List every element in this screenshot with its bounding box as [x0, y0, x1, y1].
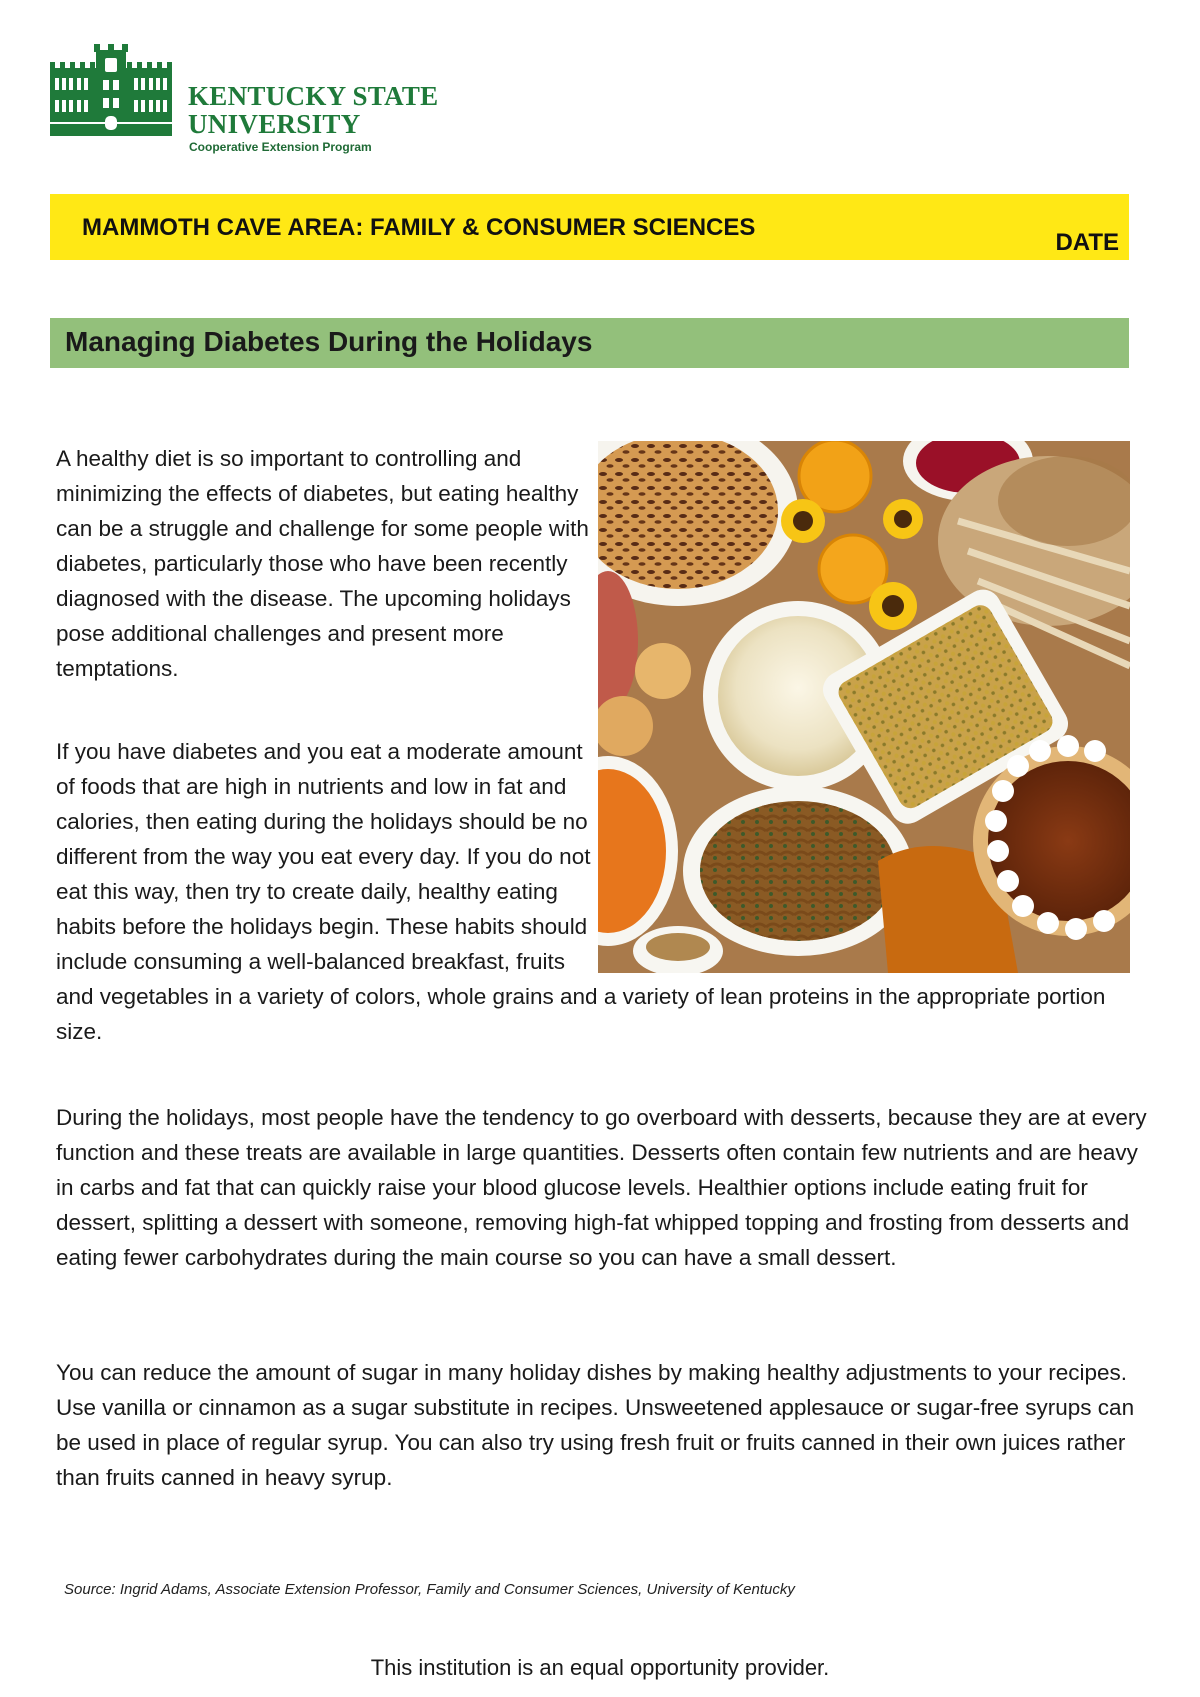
- article-paragraph-2: If you have diabetes and you eat a moderate amount of foods that are high in nutrients and low in fat and calories, then eating during the holidays should be no different from the way you eat every day. If you do not eat this way, then try to create daily, healthy eating habits before the holidays begin. These habits should include consuming a well-balanced breakfast, fruits and vegetables in a variety of colors, whole grains and a variety of lean proteins in the appropriate portion size.: [56, 739, 1106, 1044]
- article-title-bar: [50, 318, 1129, 368]
- university-name-line2: UNIVERSITY: [188, 109, 361, 139]
- banner-date: DATE: [1055, 229, 1119, 256]
- university-name-line1: KENTUCKY STATE: [188, 81, 439, 111]
- paragraph-2-block: [56, 734, 1141, 1049]
- article-source: Source: Ingrid Adams, Associate Extension Professor, Family and Consumer Sciences, University of Kentucky: [64, 1581, 795, 1598]
- article-paragraph-1: A healthy diet is so important to controlling and minimizing the effects of diabetes, but eating healthy can be a struggle and challenge for some people with diabetes, particularly those who have been recently diagnosed with the disease. The upcoming holidays pose additional challenges and present more temptations.: [56, 446, 589, 681]
- equal-opportunity-notice: This institution is an equal opportunity provider.: [370, 1655, 830, 1680]
- university-name: [188, 82, 439, 138]
- building-logo-icon: [50, 44, 172, 136]
- banner-title: MAMMOTH CAVE AREA: FAMILY & CONSUMER SCIENCES: [82, 214, 756, 241]
- ksu-logo: [50, 44, 470, 164]
- logo-subtitle: Cooperative Extension Program: [189, 140, 372, 154]
- article-title: Managing Diabetes During the Holidays: [65, 326, 593, 357]
- program-banner: [50, 194, 1129, 260]
- article-paragraph-3: During the holidays, most people have the tendency to go overboard with desserts, because they are at every function and these treats are available in large quantities. Desserts often contain few nutrients and are heavy in carbs and fat that can quickly raise your blood glucose levels. Healthier options include eating fruit for dessert, splitting a dessert with someone, removing high-fat whipped topping and frosting from desserts and eating fewer carbohydrates during the main course so you can have a small dessert.: [56, 1105, 1147, 1270]
- article-paragraph-4: You can reduce the amount of sugar in many holiday dishes by making healthy adjustments to your recipes. Use vanilla or cinnamon as a sugar substitute in recipes. Unsweetened applesauce or sugar-free syrups can be used in place of regular syrup. You can also try using fresh fruit or fruits canned in their own juices rather than fruits canned in heavy syrup.: [56, 1360, 1135, 1490]
